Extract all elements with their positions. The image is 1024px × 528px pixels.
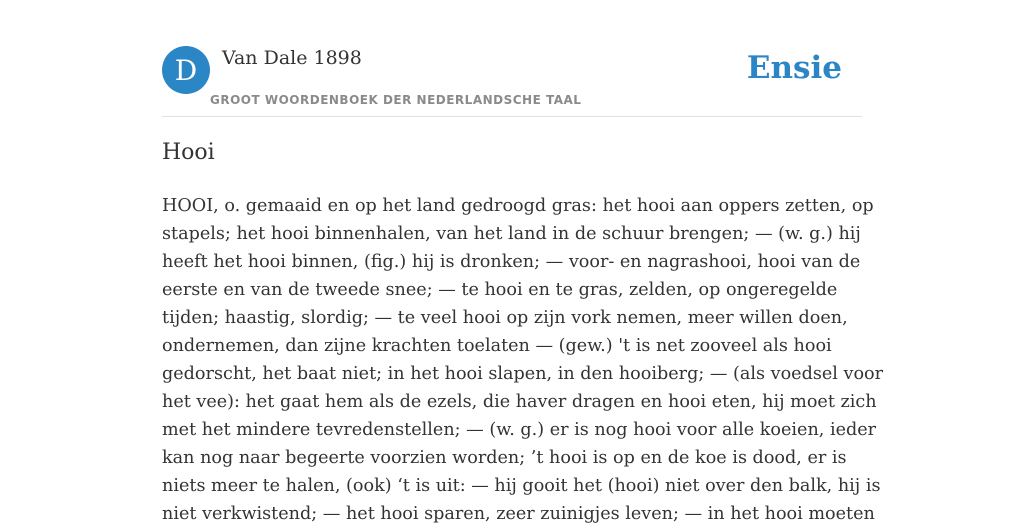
dictionary-subtitle: GROOT WOORDENBOEK DER NEDERLANDSCHE TAAL bbox=[210, 93, 582, 107]
dictionary-name[interactable]: Van Dale 1898 bbox=[222, 47, 362, 69]
definition-line: gedorscht, het baat niet; in het hooi slapen, in den hooiberg; — (als voedsel voor bbox=[162, 364, 884, 384]
dictionary-header bbox=[162, 46, 862, 117]
entry-title: Hooi bbox=[162, 140, 215, 165]
definition-line: eerste en van de tweede snee; — te hooi en te gras, zelden, op ongeregelde bbox=[162, 280, 838, 300]
definition-line: heeft het hooi binnen, (fig.) hij is dronken; — voor- en nagrashooi, hooi van de bbox=[162, 252, 861, 272]
definition-line: met het mindere tevredenstellen; — (w. g.) er is nog hooi voor alle koeien, ieder bbox=[162, 420, 877, 440]
definition-line: niets meer te halen, (ook) ‘t is uit: — hij gooit het (hooi) niet over den balk, hij is bbox=[162, 476, 881, 496]
definition-line: kan nog naar begeerte voorzien worden; ’t hooi is op en de koe is dood, er is bbox=[162, 448, 847, 468]
definition-line: stapels; het hooi binnenhalen, van het land in de schuur brengen; — (w. g.) hij bbox=[162, 224, 861, 244]
entry-definition bbox=[162, 192, 884, 528]
dictionary-avatar[interactable]: D bbox=[162, 46, 210, 94]
definition-line: tijden; haastig, slordig; — te veel hooi op zijn vork nemen, meer willen doen, bbox=[162, 308, 848, 328]
definition-line: ondernemen, dan zijne krachten toelaten — (gew.) 't is net zooveel als hooi bbox=[162, 336, 832, 356]
definition-line: HOOI, o. gemaaid en op het land gedroogd gras: het hooi aan oppers zetten, op bbox=[162, 196, 874, 216]
definition-line: niet verkwistend; — het hooi sparen, zeer zuinigjes leven; — in het hooi moeten bbox=[162, 504, 875, 524]
definition-line: het vee): het gaat hem als de ezels, die haver dragen en hooi eten, hij moet zich bbox=[162, 392, 877, 412]
brand-logo[interactable]: Ensie bbox=[746, 50, 842, 86]
